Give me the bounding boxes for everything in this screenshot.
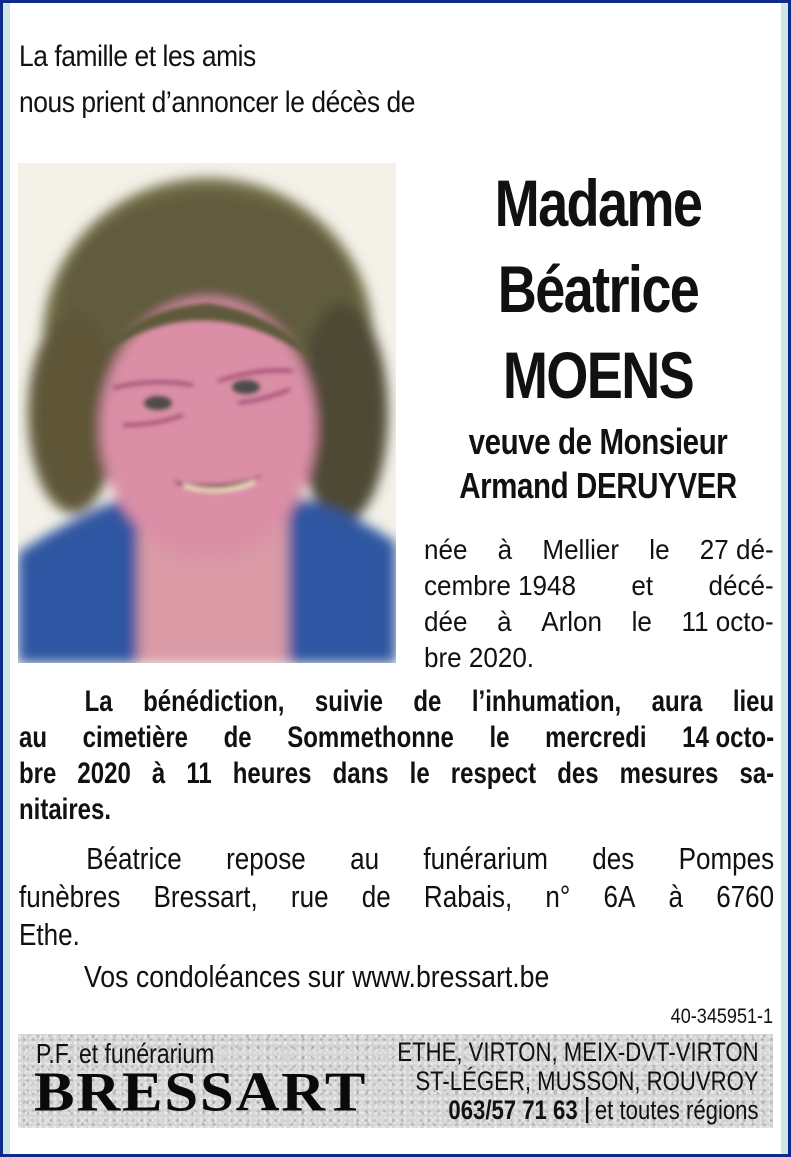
word: des xyxy=(592,841,635,876)
word: de xyxy=(361,879,391,914)
word: nitaires. xyxy=(19,793,112,826)
word: bre 2020. xyxy=(424,642,535,673)
word: à xyxy=(497,606,512,637)
repose-line xyxy=(19,878,774,916)
word: le xyxy=(649,534,670,565)
condolences-line: Vos condoléances sur www.bressart.be xyxy=(84,959,550,994)
birth-line xyxy=(424,604,774,640)
intro-line: La famille et les amis xyxy=(19,40,256,73)
word: 11 xyxy=(186,757,212,790)
word: le xyxy=(489,721,510,754)
word: heures xyxy=(232,757,312,790)
word: mercredi xyxy=(545,721,647,754)
word: et xyxy=(631,570,654,601)
word: La xyxy=(84,685,113,718)
word: n° xyxy=(545,879,571,914)
word: Sommethonne xyxy=(287,721,454,754)
phone-number: 063/57 71 63 xyxy=(448,1095,579,1125)
widow-line: Armand DERUYVER xyxy=(459,465,737,506)
word: 2020 xyxy=(77,757,131,790)
left-accent-strip xyxy=(3,3,10,1154)
name-last: MOENS xyxy=(502,338,694,412)
birth-line xyxy=(424,640,774,676)
towns-line-2: ST-LÉGER, MUSSON, ROUVROY xyxy=(415,1066,759,1096)
portrait-photo xyxy=(18,163,396,663)
word: 27 dé- xyxy=(699,534,774,565)
word: suivie xyxy=(314,685,383,718)
service-area xyxy=(318,1038,759,1125)
funeral-home-prefix: P.F. et funérarium xyxy=(36,1038,215,1069)
ceremony-line xyxy=(19,792,774,828)
widow-line: veuve de Monsieur xyxy=(468,421,728,462)
word: 6A xyxy=(603,879,636,914)
word: repose xyxy=(226,841,306,876)
word: dans xyxy=(332,757,389,790)
word: funèbres xyxy=(19,879,121,914)
word: respect xyxy=(450,757,537,790)
word: cembre 1948 xyxy=(424,570,576,601)
word: aura xyxy=(651,685,703,718)
word: Mellier xyxy=(542,534,620,565)
word: à xyxy=(497,534,513,565)
reference-number: 40-345951-1 xyxy=(670,1005,773,1028)
ceremony-line xyxy=(19,720,774,756)
coverage-text: et toutes régions xyxy=(595,1095,759,1125)
repose-info xyxy=(19,840,774,954)
intro-text xyxy=(19,34,415,126)
word: sa- xyxy=(739,757,775,790)
word: Pompes xyxy=(678,841,775,876)
word: des xyxy=(557,757,599,790)
word: lieu xyxy=(732,685,775,718)
word: Béatrice xyxy=(86,841,182,876)
intro-line: nous prient d’annoncer le décès de xyxy=(19,86,415,119)
towns-line-1: ETHE, VIRTON, MEIX-DVT-VIRTON xyxy=(397,1037,759,1067)
ceremony-info xyxy=(19,684,774,828)
name-first: Béatrice xyxy=(497,252,699,326)
word: décé- xyxy=(708,570,774,601)
word: l’inhumation, xyxy=(471,685,622,718)
word: de xyxy=(413,685,442,718)
word: 6760 xyxy=(716,879,775,914)
birth-line xyxy=(424,568,774,604)
funeral-home-logo: BRESSART xyxy=(34,1061,368,1124)
word: bre xyxy=(19,757,57,790)
word: Arlon xyxy=(541,606,602,637)
word: 14 octo- xyxy=(682,721,775,754)
word: au xyxy=(350,841,380,876)
word: cimetière xyxy=(82,721,189,754)
word: bénédiction, xyxy=(143,685,285,718)
portrait-image xyxy=(18,163,396,663)
word: Bressart, xyxy=(153,879,258,914)
word: à xyxy=(668,879,684,914)
word: à xyxy=(151,757,166,790)
word: de xyxy=(223,721,252,754)
word: rue xyxy=(290,879,329,914)
repose-line xyxy=(19,916,774,954)
phone-line xyxy=(398,1096,759,1125)
word: 11 octo- xyxy=(681,606,774,637)
word: Ethe. xyxy=(19,917,80,952)
ceremony-line xyxy=(19,684,774,720)
word: au xyxy=(19,721,48,754)
widow-of xyxy=(410,420,786,508)
word: le xyxy=(631,606,652,637)
word: le xyxy=(409,757,430,790)
birth-line xyxy=(424,532,774,568)
word: Rabais, xyxy=(423,879,513,914)
name-title: Madame xyxy=(494,166,702,240)
word: mesures xyxy=(619,757,719,790)
birth-death-info xyxy=(424,532,774,676)
word: funérarium xyxy=(423,841,548,876)
repose-line xyxy=(19,840,774,878)
deceased-name xyxy=(410,160,786,418)
funeral-home-banner xyxy=(18,1034,773,1128)
word: dée xyxy=(424,606,468,637)
ceremony-line xyxy=(19,756,774,792)
word: née xyxy=(424,534,468,565)
separator-bar xyxy=(586,1097,588,1123)
